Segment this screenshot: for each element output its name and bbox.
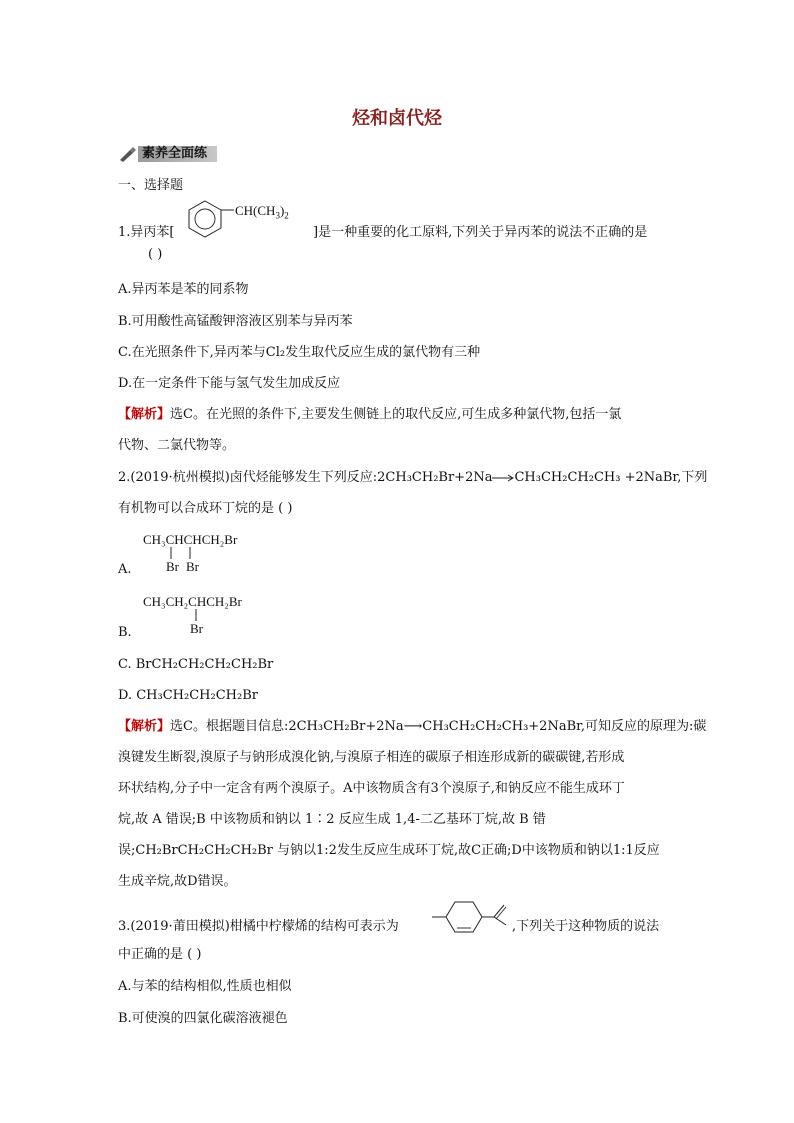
q1-analysis-line: 代物、二氯代物等。 (118, 438, 236, 453)
q1-option-d: D.在一定条件下能与氢气发生加成反应 (118, 376, 341, 391)
reaction-arrow-icon (492, 473, 514, 483)
q1-struct-label: $CH(CH_3)_2$ (235, 203, 289, 221)
q3-option-a: A.与苯的结构相似,性质也相似 (118, 979, 292, 994)
q2-analysis-line: 环状结构,分子中一定含有两个溴原子。A中该物质含有3个溴原子,和钠反应不能生成环丁 (118, 781, 625, 796)
q2-option-d: D. CH₃CH₂CH₂CH₂Br (118, 688, 258, 703)
q2-analysis-line: 烷,故 A 错误;B 中该物质和钠以 1∶2 反应生成 1,4-二乙基环丁烷,故 B 错 (118, 812, 546, 827)
section-heading: 一、选择题 (118, 178, 184, 193)
q2-optA-br1: Br (166, 559, 179, 574)
analysis-label: 【解析】 (118, 719, 171, 734)
analysis-label: 【解析】 (118, 407, 171, 422)
q2-analysis: 【解析】选C。根据题目信息:2CH₃CH₂Br+2Na⟶CH₃CH₂CH₂CH₃+2NaBr,可知反应的原理为:碳 (118, 719, 707, 734)
q2-analysis-line: 生成辛烷,故D错误。 (118, 874, 237, 889)
q2-optA-br2: Br (186, 559, 199, 574)
q2-optB-br: Br (190, 621, 203, 636)
q2-optB-label: B. (118, 625, 132, 640)
limonene-structure (432, 896, 512, 938)
q3-option-b: B.可使溴的四氯化碳溶液褪色 (118, 1011, 288, 1026)
q3-stem-suffix: ,下列关于这种物质的说法 (512, 919, 660, 934)
section-tag (118, 145, 217, 163)
q1-option-b: B.可用酸性高锰酸钾溶液区别苯与异丙苯 (118, 314, 353, 329)
q2-option-c: C. BrCH₂CH₂CH₂CH₂Br (118, 657, 274, 672)
q2-optB-structure: CH₃CH₂CHCH₂Br (143, 594, 242, 609)
q1-option-a: A.异丙苯是苯的同系物 (118, 282, 249, 297)
q3-stem-prefix: 3.(2019·莆田模拟)柑橘中柠檬烯的结构可表示为 (118, 919, 399, 934)
q2-optA-label: A. (118, 562, 132, 577)
q1-paren: ( ) (148, 247, 163, 262)
q2-stem-line1: 2.(2019·杭州模拟)卤代烃能够发生下列反应:2CH₃CH₂Br+2Na CH₃CH₂CH₂CH₃ +2NaBr,下列 (118, 470, 708, 485)
q3-stem-line2: 中正确的是 ( ) (118, 947, 202, 962)
q2-stem-line2: 有机物可以合成环丁烷的是 ( ) (118, 501, 293, 516)
q1-stem-suffix: ]是一种重要的化工原料,下列关于异丙苯的说法不正确的是 (313, 225, 648, 240)
q1-analysis: 【解析】选C。在光照的条件下,主要发生侧链上的取代反应,可生成多种氯代物,包括一氯 (118, 407, 622, 422)
q2-optA-structure: CH₃CHCHCH₂Br (143, 532, 238, 547)
q1-option-c: C.在光照条件下,异丙苯与Cl₂发生取代反应生成的氯代物有三种 (118, 345, 481, 360)
q2-analysis-line: 误;CH₂BrCH₂CH₂CH₂Br 与钠以1:2发生反应生成环丁烷,故C正确;D中该物质和钠以1:1反应 (118, 843, 660, 858)
section-tag-label: 素养全面练 (138, 146, 217, 162)
page-title: 烃和卤代烃 (352, 108, 442, 129)
q2-analysis-line: 溴键发生断裂,溴原子与钠形成溴化钠,与溴原子相连的碳原子相连形成新的碳碳键,若形成 (118, 750, 625, 765)
pen-icon (118, 146, 138, 162)
q1-stem-prefix: 1.异丙苯[ (118, 225, 175, 240)
